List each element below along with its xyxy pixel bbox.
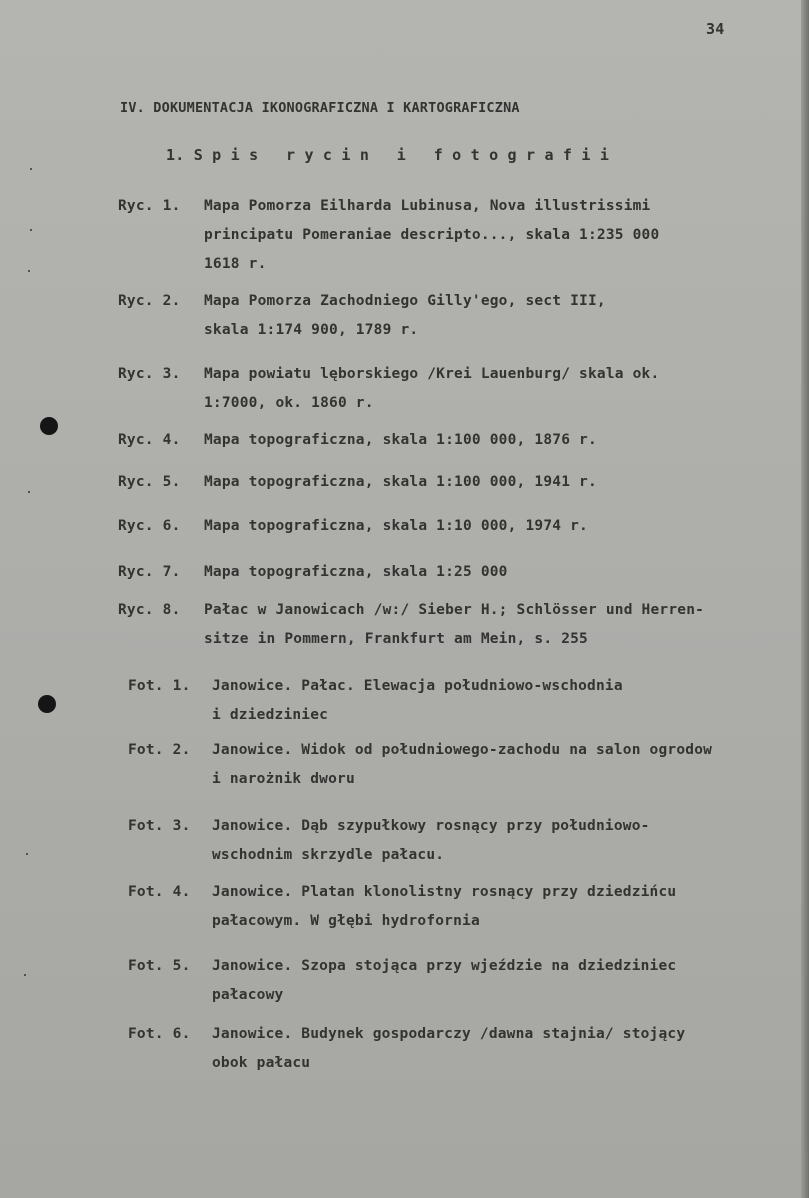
entry-label: Ryc. 7.	[118, 564, 181, 580]
entry-text-line: Janowice. Szopa stojąca przy wjeździe na dziedziniec	[212, 958, 677, 974]
entry-text-line: Janowice. Widok od południowego-zachodu na salon ogrodow	[212, 742, 713, 758]
entry-label: Ryc. 1.	[118, 198, 181, 214]
entry-text-line: pałacowy	[212, 987, 284, 1003]
entry-label: Fot. 2.	[128, 742, 191, 758]
entry-text-line: obok pałacu	[212, 1055, 311, 1071]
entry-label: Fot. 4.	[128, 884, 191, 900]
entry-text-line: wschodnim skrzydle pałacu.	[212, 847, 445, 863]
list-title: 1. S p i s r y c i n i f o t o g r a f i i	[166, 146, 610, 164]
entry-label: Fot. 5.	[128, 958, 191, 974]
entry-label: Ryc. 3.	[118, 366, 181, 382]
entry-label: Fot. 6.	[128, 1026, 191, 1042]
entry-text-line: Mapa topograficzna, skala 1:25 000	[204, 564, 508, 580]
speck	[28, 270, 30, 272]
entry-text-line: sitze in Pommern, Frankfurt am Mein, s. 255	[204, 631, 588, 647]
entry-text-line: principatu Pomeraniae descripto..., skala 1:235 000	[204, 227, 660, 243]
entry-text-line: i dziedziniec	[212, 707, 329, 723]
entry-label: Ryc. 2.	[118, 293, 181, 309]
entry-text-line: i narożnik dworu	[212, 771, 355, 787]
entry-label: Ryc. 6.	[118, 518, 181, 534]
entry-text-line: pałacowym. W głębi hydrofornia	[212, 913, 480, 929]
entry-text-line: skala 1:174 900, 1789 r.	[204, 322, 419, 338]
entry-text-line: Mapa powiatu lęborskiego /Krei Lauenburg/ skala ok.	[204, 366, 660, 382]
entry-text-line: Janowice. Pałac. Elewacja południowo-wschodnia	[212, 678, 623, 694]
speck	[30, 229, 32, 231]
entry-label: Fot. 3.	[128, 818, 191, 834]
page-number: 34	[706, 20, 725, 38]
speck	[24, 974, 26, 976]
entry-text-line: 1618 r.	[204, 256, 267, 272]
punch-hole-icon	[38, 695, 56, 713]
entry-text-line: Mapa topograficzna, skala 1:100 000, 1941 r.	[204, 474, 597, 490]
punch-hole-icon	[40, 417, 58, 435]
entry-text-line: Janowice. Platan klonolistny rosnący przy dziedzińcu	[212, 884, 677, 900]
page-edge-shadow	[801, 0, 809, 1198]
entry-text-line: Mapa topograficzna, skala 1:10 000, 1974 r.	[204, 518, 588, 534]
entry-text-line: Pałac w Janowicach /w:/ Sieber H.; Schlösser und Herren-	[204, 602, 705, 618]
entry-label: Ryc. 5.	[118, 474, 181, 490]
entry-text-line: Janowice. Dąb szypułkowy rosnący przy południowo-	[212, 818, 650, 834]
entry-label: Ryc. 4.	[118, 432, 181, 448]
entry-label: Fot. 1.	[128, 678, 191, 694]
speck	[30, 168, 32, 170]
entry-text-line: Mapa topograficzna, skala 1:100 000, 1876 r.	[204, 432, 597, 448]
speck	[26, 853, 28, 855]
section-heading: IV. DOKUMENTACJA IKONOGRAFICZNA I KARTOGRAFICZNA	[120, 100, 520, 116]
entry-text-line: Janowice. Budynek gospodarczy /dawna stajnia/ stojący	[212, 1026, 686, 1042]
speck	[28, 491, 30, 493]
entry-text-line: 1:7000, ok. 1860 r.	[204, 395, 374, 411]
entry-text-line: Mapa Pomorza Zachodniego Gilly'ego, sect III,	[204, 293, 606, 309]
entry-label: Ryc. 8.	[118, 602, 181, 618]
entry-text-line: Mapa Pomorza Eilharda Lubinusa, Nova illustrissimi	[204, 198, 651, 214]
